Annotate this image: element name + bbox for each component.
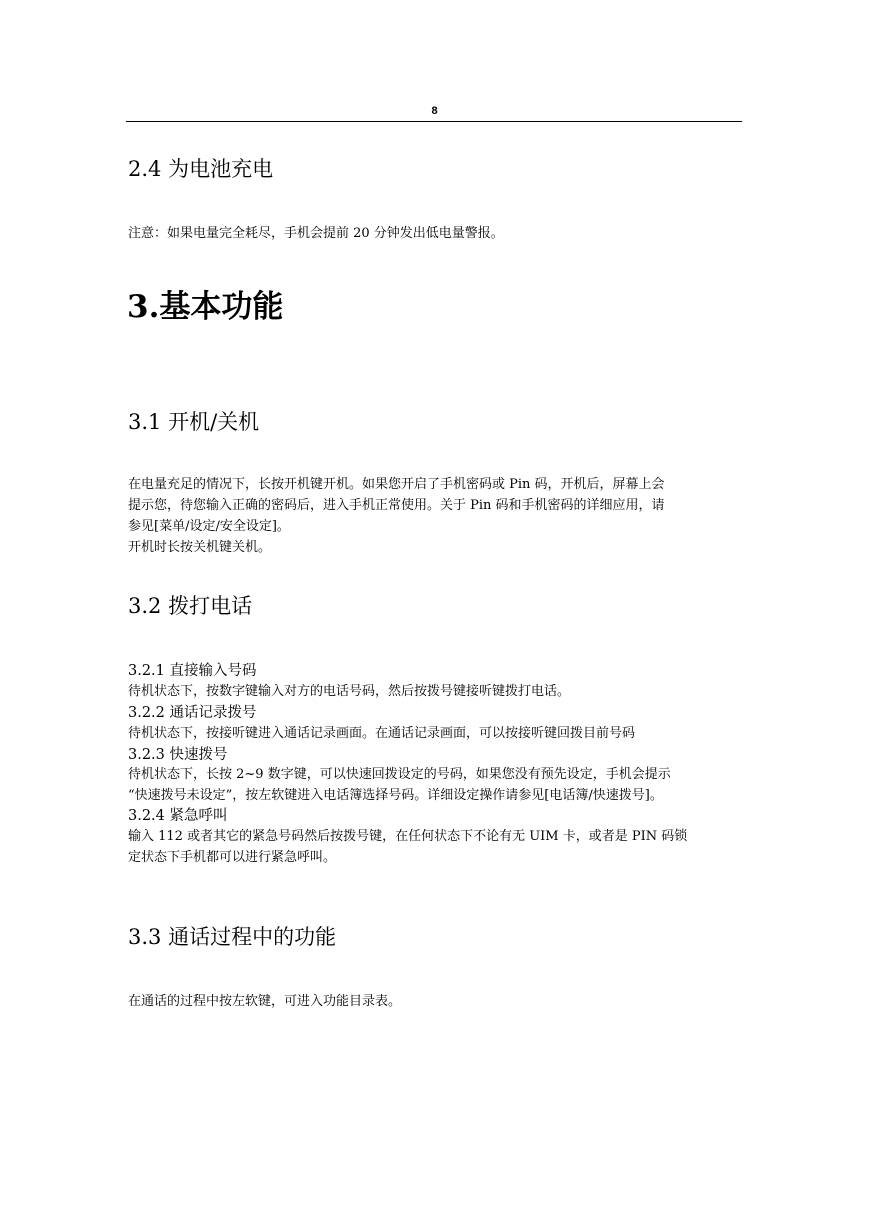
body-line: 输入 112 或者其它的紧急号码然后按拨号键，在任何状态下不论有无 UIM 卡，或者是 PIN 码锁 bbox=[128, 829, 688, 844]
subsection-3-2-3-text bbox=[128, 764, 742, 806]
body-line: 参见[菜单/设定/安全设定]。 bbox=[128, 519, 290, 534]
body-line: 定状态下手机都可以进行紧急呼叫。 bbox=[128, 850, 337, 865]
subsection-3-2-1-title: 3.2.1 直接输入号码 bbox=[128, 663, 257, 679]
subsection-3-2-2-title: 3.2.2 通话记录拨号 bbox=[128, 705, 257, 721]
subsection-3-2-3-title: 3.2.3 快速拨号 bbox=[128, 747, 228, 763]
chapter-3-title: 3.基本功能 bbox=[127, 289, 284, 325]
section-2-4-note: 注意：如果电量完全耗尽，手机会提前 20 分钟发出低电量警报。 bbox=[128, 226, 504, 241]
subsection-3-2-4-text bbox=[128, 826, 742, 868]
body-line: “快速拨号未设定”，按左软键进入电话簿选择号码。详细设定操作请参见[电话簿/快速拨号]。 bbox=[128, 788, 663, 803]
section-3-1-body bbox=[128, 474, 742, 558]
section-3-3-heading: 3.3 通话过程中的功能 bbox=[128, 925, 337, 949]
subsection-3-2-4-title: 3.2.4 紧急呼叫 bbox=[128, 808, 228, 824]
section-2-4-heading: 2.4 为电池充电 bbox=[128, 157, 274, 181]
body-line: 开机时长按关机键关机。 bbox=[128, 540, 272, 555]
subsection-3-2-1-text: 待机状态下，按数字键输入对方的电话号码，然后按拨号键接听键拨打电话。 bbox=[128, 684, 571, 699]
subsection-3-2-2-text: 待机状态下，按接听键进入通话记录画面。在通话记录画面，可以按接听键回拨目前号码 bbox=[128, 726, 636, 741]
header-rule bbox=[126, 121, 742, 122]
section-3-1-heading: 3.1 开机/关机 bbox=[128, 410, 260, 434]
section-3-2-heading: 3.2 拨打电话 bbox=[128, 594, 253, 618]
body-line: 在电量充足的情况下，长按开机键开机。如果您开启了手机密码或 Pin 码，开机后，屏幕上会 bbox=[128, 477, 665, 492]
body-line: 提示您，待您输入正确的密码后，进入手机正常使用。关于 Pin 码和手机密码的详细应用，请 bbox=[128, 498, 665, 513]
body-line: 待机状态下，长按 2~9 数字键，可以快速回拨设定的号码，如果您没有预先设定，手机会提示 bbox=[128, 767, 671, 782]
section-3-3-text: 在通话的过程中按左软键，可进入功能目录表。 bbox=[128, 994, 402, 1009]
page-number: 8 bbox=[431, 105, 438, 117]
